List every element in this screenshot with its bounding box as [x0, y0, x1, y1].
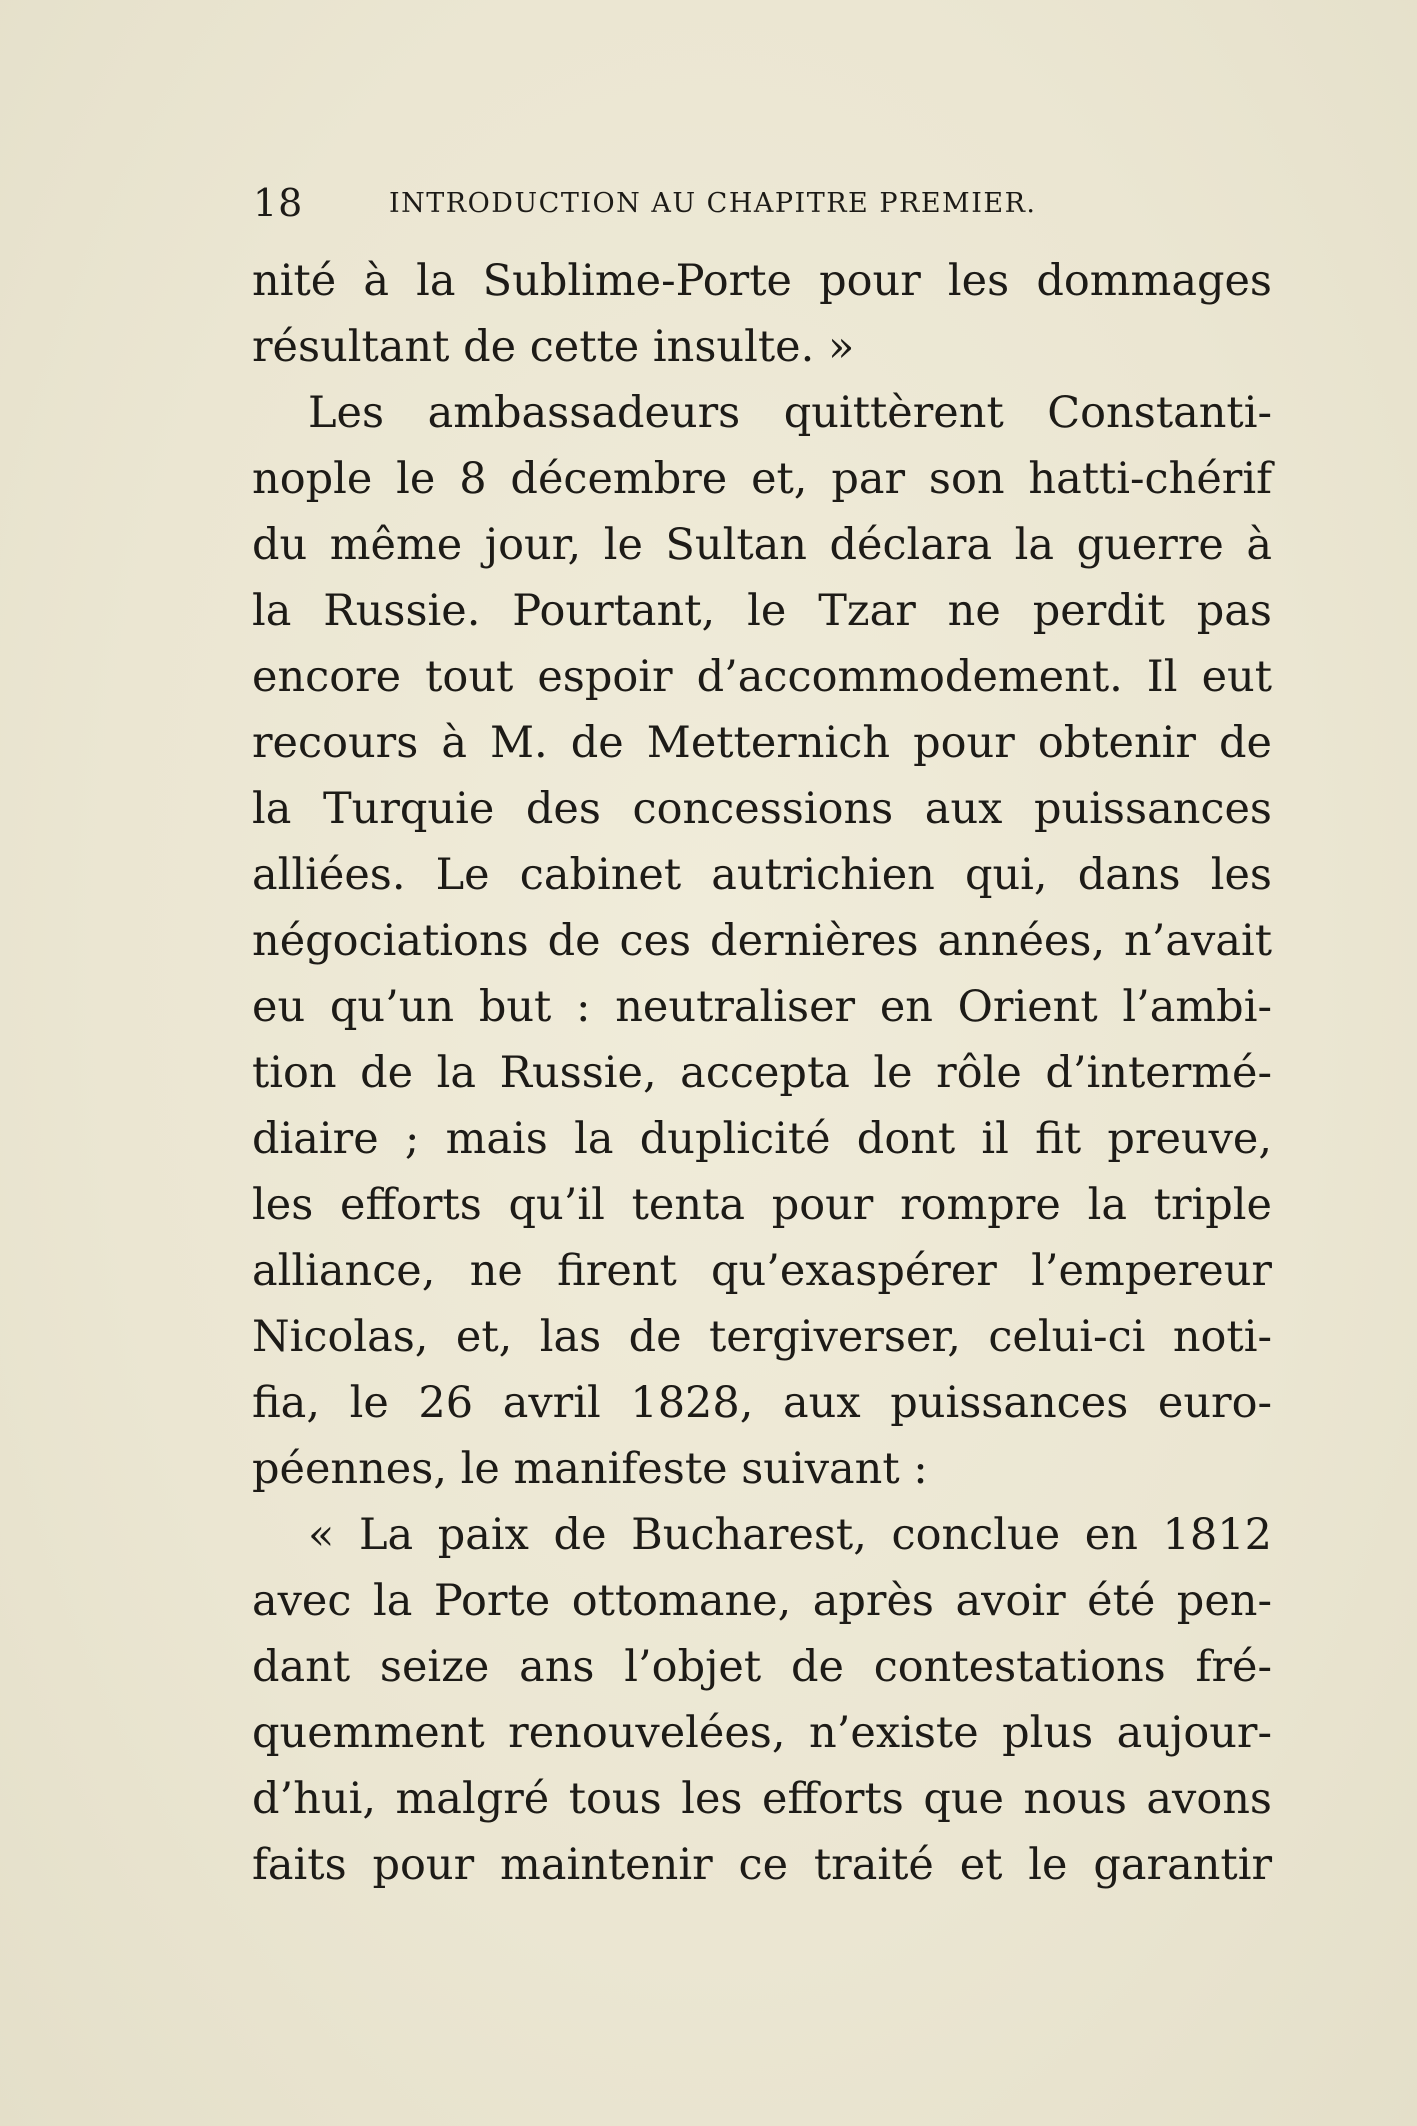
- text-line: recours à M. de Metternich pour obtenir de: [252, 718, 1272, 768]
- text-line: du même jour, le Sultan déclara la guerre à: [252, 520, 1272, 570]
- text-line: alliance, ne firent qu’exaspérer l’empereur: [252, 1246, 1272, 1296]
- text-line: quemment renouvelées, n’existe plus aujour-: [252, 1708, 1272, 1758]
- text-line: nople le 8 décembre et, par son hatti-chérif: [252, 454, 1272, 504]
- text-line: dant seize ans l’objet de contestations fré-: [252, 1642, 1272, 1692]
- text-line: péennes, le manifeste suivant :: [252, 1444, 928, 1494]
- text-line: diaire ; mais la duplicité dont il fit preuve,: [252, 1114, 1272, 1164]
- text-line: fia, le 26 avril 1828, aux puissances euro-: [252, 1378, 1272, 1428]
- running-head-title: INTRODUCTION AU CHAPITRE PREMIER.: [389, 188, 1037, 219]
- text-line: faits pour maintenir ce traité et le garantir: [252, 1840, 1272, 1890]
- body-text: [252, 248, 1272, 1898]
- text-line: Les ambassadeurs quittèrent Constanti-: [308, 388, 1272, 438]
- text-line: nité à la Sublime-Porte pour les dommages: [252, 256, 1272, 306]
- text-line: la Russie. Pourtant, le Tzar ne perdit pas: [252, 586, 1272, 636]
- text-line: avec la Porte ottomane, après avoir été pen-: [252, 1576, 1272, 1626]
- text-line: d’hui, malgré tous les efforts que nous avons: [252, 1774, 1272, 1824]
- text-line: tion de la Russie, accepta le rôle d’intermé-: [252, 1048, 1272, 1098]
- text-line: encore tout espoir d’accommodement. Il eut: [252, 652, 1272, 702]
- text-line: alliées. Le cabinet autrichien qui, dans les: [252, 850, 1272, 900]
- text-line: eu qu’un but : neutraliser en Orient l’ambi-: [252, 982, 1272, 1032]
- text-line: négociations de ces dernières années, n’avait: [252, 916, 1272, 966]
- text-line: « La paix de Bucharest, conclue en 1812: [308, 1510, 1272, 1560]
- text-line: la Turquie des concessions aux puissances: [252, 784, 1272, 834]
- running-head: [253, 178, 1153, 228]
- page-number: 18: [253, 181, 304, 225]
- text-line: résultant de cette insulte. »: [252, 322, 855, 372]
- text-line: Nicolas, et, las de tergiverser, celui-ci noti-: [252, 1312, 1272, 1362]
- text-line: les efforts qu’il tenta pour rompre la triple: [252, 1180, 1272, 1230]
